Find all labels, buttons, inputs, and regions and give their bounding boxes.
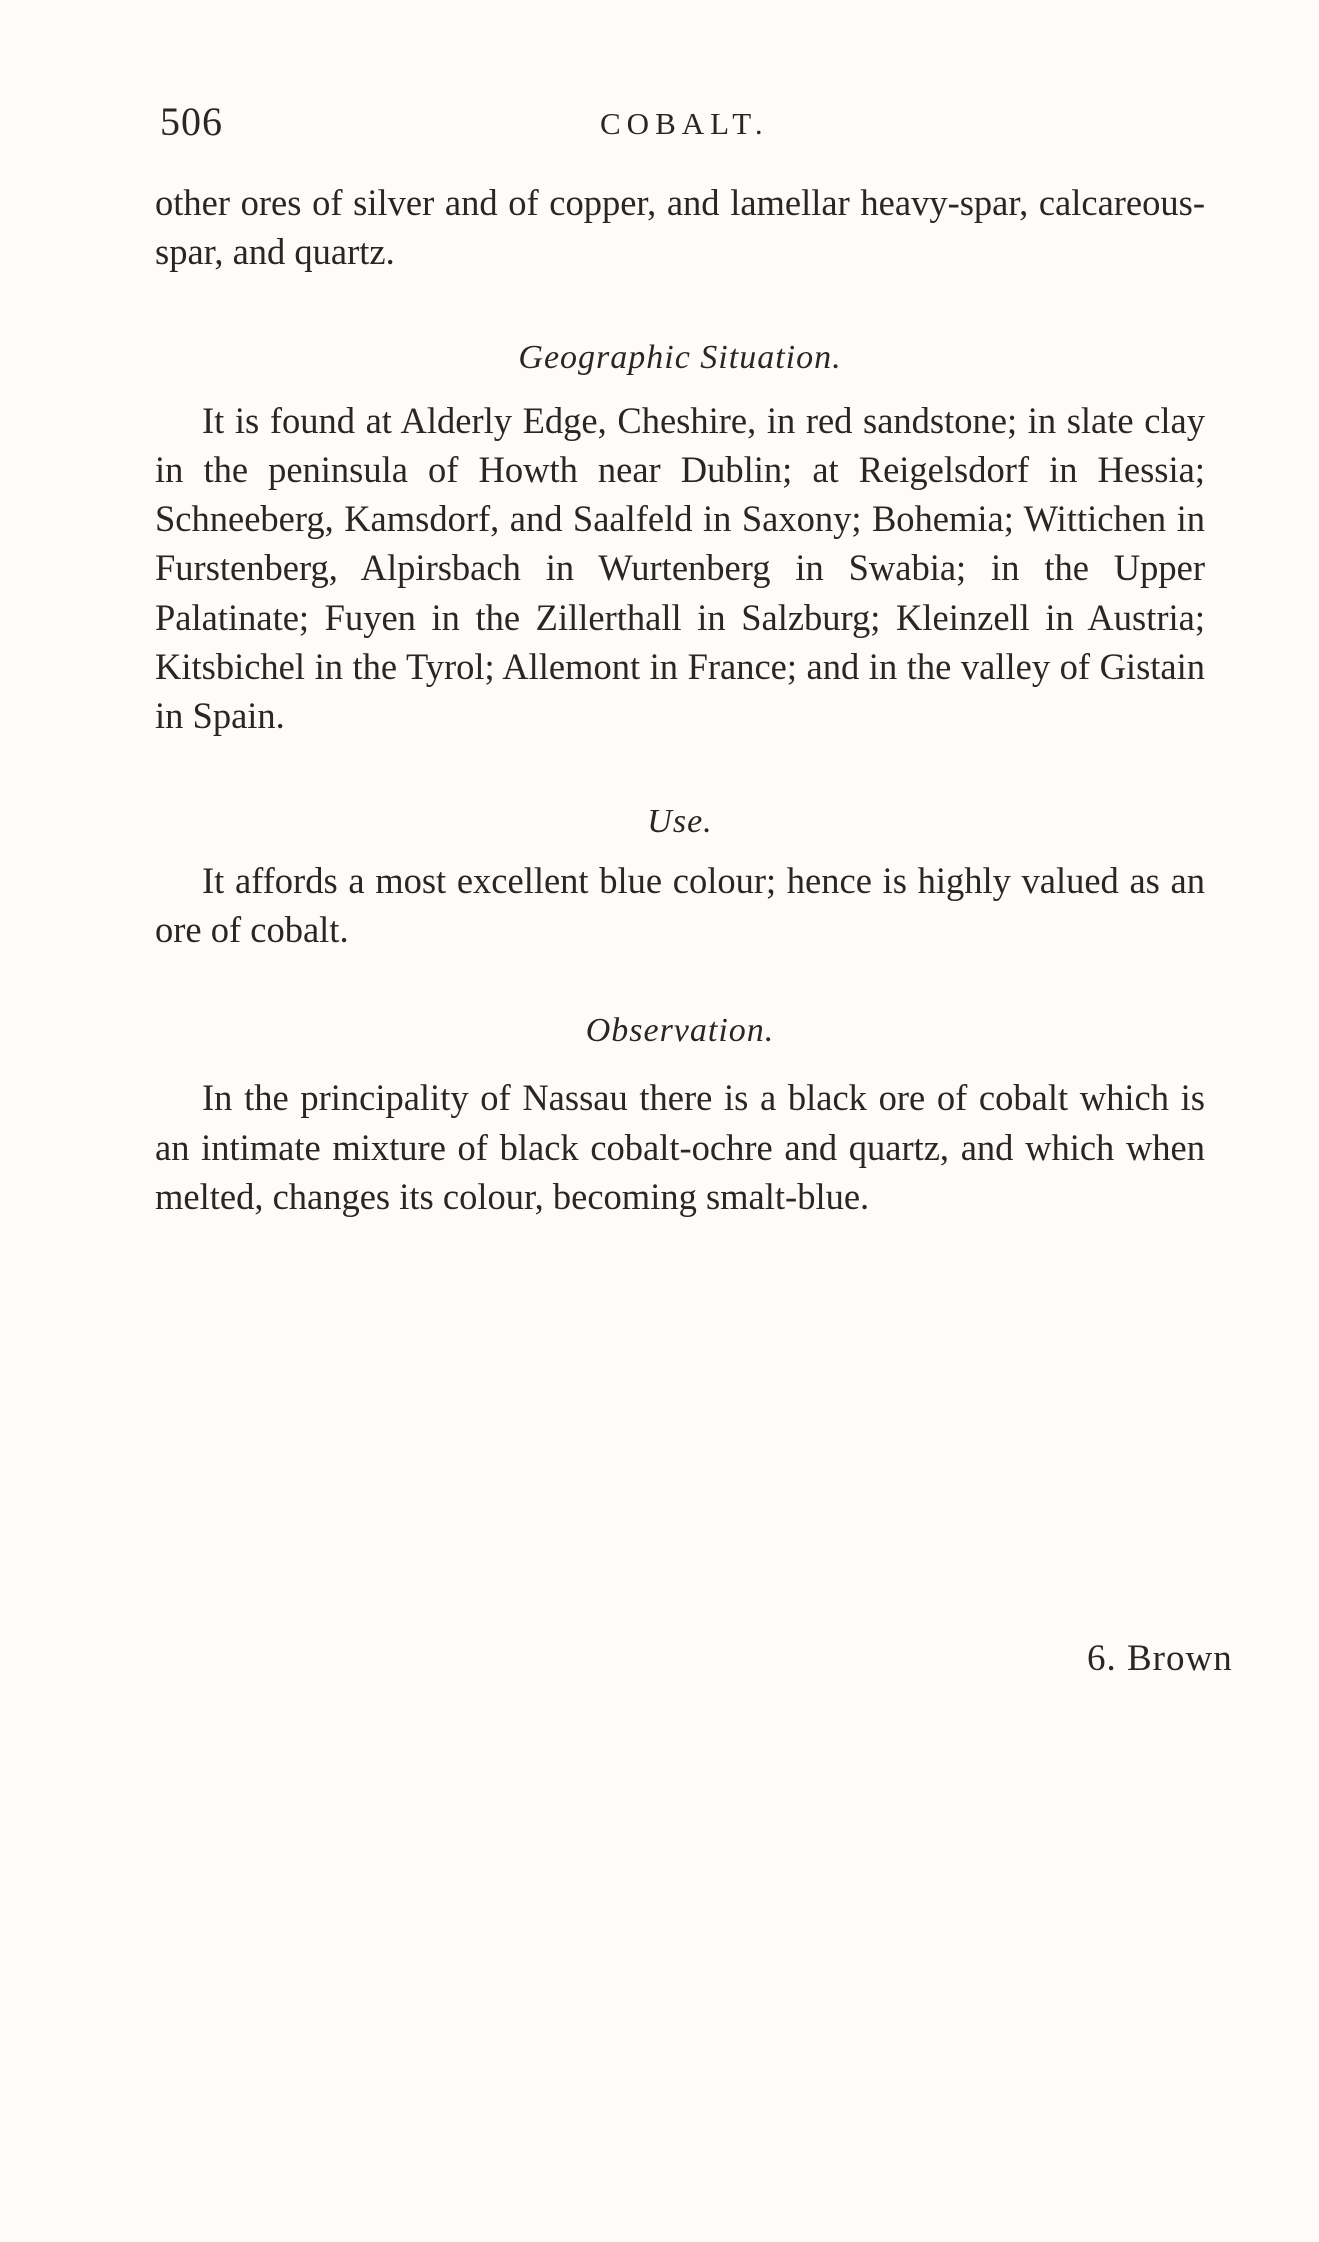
section-heading-use: Use. xyxy=(647,802,713,840)
page-header xyxy=(160,98,1190,148)
catchword: 6. Brown xyxy=(1087,1638,1233,1679)
section-heading-observation: Observation. xyxy=(585,1012,775,1050)
paragraph-use: It affords a most excellent blue colour; hence is highly valued as an ore of cobalt. xyxy=(155,859,1205,950)
paragraph-observation: In the principality of Nassau there is a black ore of cobalt which is an intimate mixture of black cobalt-ochre and quartz, and which when melted, changes its colour, becoming smalt-blue. xyxy=(155,1077,1205,1217)
paragraph-geographic-situation: It is found at Alderly Edge, Cheshire, in red sandstone; in slate clay in the peninsula of Howth near Dublin; at Reigelsdorf in Hessia; Schneeberg, Kamsdorf, and Saalfeld in Saxony; Bohemia; Wittichen in Furstenberg, Alpirsbach in Wurtenberg in Swabia; in the Upper Palatinate; Fuyen in the Zillerthall in Salzburg; Kleinzell in Austria; Kitsbichel in the Tyrol; Allemont in France; and in the valley of Gistain in Spain. xyxy=(155,399,1205,737)
page-number: 506 xyxy=(160,99,223,144)
section-heading-geographic-situation: Geographic Situation. xyxy=(518,338,842,376)
running-head: COBALT. xyxy=(600,106,769,141)
continued-paragraph: other ores of silver and of copper, and lamellar heavy-spar, calcareous-spar, and quartz. xyxy=(155,182,1205,273)
body-text xyxy=(155,178,1205,1221)
